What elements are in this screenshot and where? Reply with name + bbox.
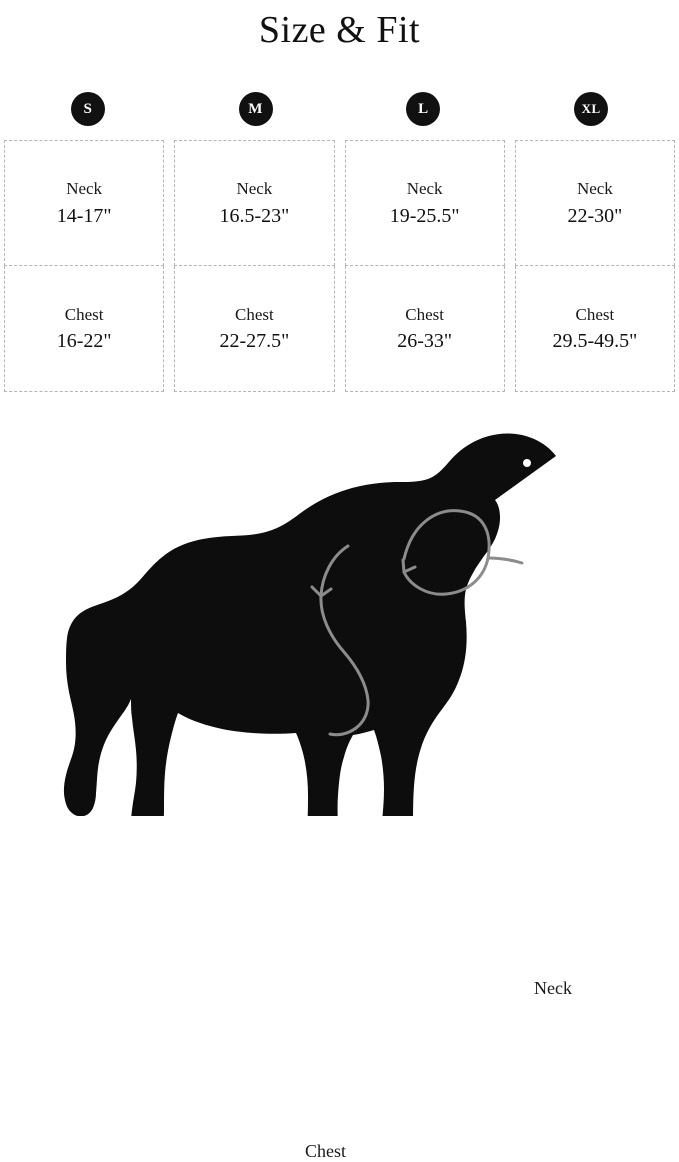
neck-value: 19-25.5" [389,204,460,227]
size-badge-xl: XL [574,92,608,126]
chest-callout-label: Chest [305,1141,347,1161]
chest-cell-s [4,266,164,392]
size-badge-s: S [71,92,105,126]
chest-label: Chest [64,304,104,324]
size-badge-cell [172,92,340,126]
page-title: Size & Fit [258,9,421,51]
neck-label: Neck [406,179,443,199]
neck-label: Neck [236,179,273,199]
neck-value: 14-17" [56,204,112,227]
neck-value: 22-30" [567,204,623,227]
neck-cell-l [345,140,505,266]
size-badge-cell [507,92,675,126]
neck-label: Neck [576,179,613,199]
chest-value: 26-33" [397,330,453,353]
neck-cell-s [4,140,164,266]
neck-value: 16.5-23" [219,204,290,227]
chest-label: Chest [575,304,615,324]
chest-label: Chest [235,304,274,324]
dog-silhouette-icon [0,416,679,816]
measurement-grid [0,140,679,392]
neck-cell-m [174,140,334,266]
size-badge-cell [340,92,508,126]
dog-illustration [0,416,679,1161]
neck-row [4,140,675,266]
chest-label: Chest [405,304,444,324]
chest-value: 16-22" [56,330,112,353]
size-badge-l: L [406,92,440,126]
chest-cell-m [174,266,334,392]
neck-callout-label: Neck [534,978,572,998]
chest-cell-l [345,266,505,392]
chest-cell-xl [515,266,675,392]
neck-cell-xl [515,140,675,266]
chest-row [4,266,675,392]
chest-value: 22-27.5" [219,330,290,353]
dog-eye-icon [523,459,531,467]
chest-value: 29.5-49.5" [552,330,638,353]
neck-label: Neck [66,179,103,199]
size-badge-m: M [239,92,273,126]
size-badges-row [0,92,679,126]
size-badge-cell [4,92,172,126]
